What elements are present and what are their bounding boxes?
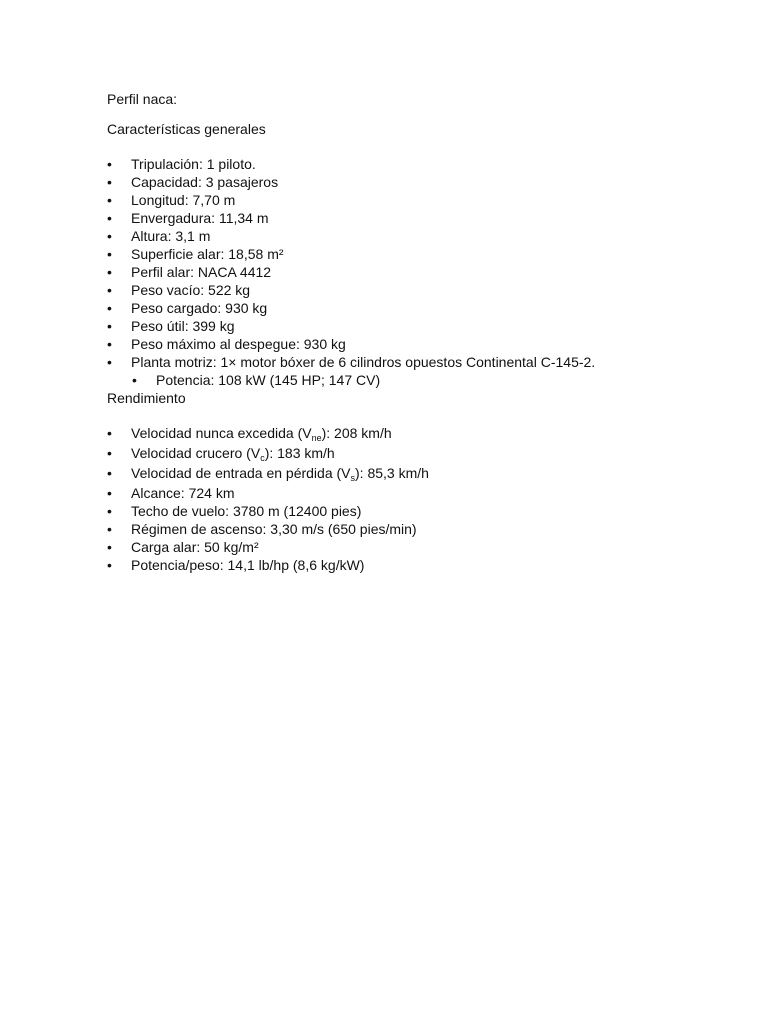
list-item-perfil-alar bbox=[107, 263, 747, 281]
bullet-icon: • bbox=[107, 336, 112, 352]
list-item-text-after: ): 208 km/h bbox=[321, 425, 392, 441]
bullet-icon: • bbox=[107, 300, 112, 316]
bullet-icon: • bbox=[107, 354, 112, 370]
bullet-icon: • bbox=[107, 282, 112, 298]
list-item-vne bbox=[107, 424, 747, 444]
bullet-icon: • bbox=[107, 557, 112, 573]
list-item-peso-util bbox=[107, 317, 747, 335]
list-item-vs bbox=[107, 464, 747, 484]
performance-list bbox=[107, 424, 747, 574]
list-item-text: Peso vacío: 522 kg bbox=[131, 282, 251, 298]
list-item-capacidad bbox=[107, 173, 747, 191]
list-item-superficie-alar bbox=[107, 245, 747, 263]
section-heading-performance: Rendimiento bbox=[107, 390, 186, 406]
list-item-techo bbox=[107, 502, 747, 520]
list-item-text-before: Velocidad nunca excedida (V bbox=[131, 425, 312, 441]
list-item-longitud bbox=[107, 191, 747, 209]
bullet-icon: • bbox=[107, 503, 112, 519]
bullet-icon: • bbox=[107, 246, 112, 262]
bullet-icon: • bbox=[107, 174, 112, 190]
list-item-potencia-peso bbox=[107, 556, 747, 574]
list-item-text-before: Velocidad crucero (V bbox=[131, 445, 261, 461]
bullet-icon: • bbox=[107, 425, 112, 441]
list-item-peso-maximo bbox=[107, 335, 747, 353]
subscript: ne bbox=[311, 433, 322, 443]
list-item-text: Envergadura: 11,34 m bbox=[131, 210, 269, 226]
list-item-text: Potencia/peso: 14,1 lb/hp (8,6 kg/kW) bbox=[131, 557, 365, 573]
list-item-text: Peso útil: 399 kg bbox=[131, 318, 235, 334]
list-item-text: Planta motriz: 1× motor bóxer de 6 cilindros opuestos Continental C-145-2. bbox=[131, 354, 596, 370]
list-item-text: Régimen de ascenso: 3,30 m/s (650 pies/min) bbox=[131, 521, 417, 537]
list-item-text: Techo de vuelo: 3780 m (12400 pies) bbox=[131, 503, 362, 519]
bullet-icon: • bbox=[107, 264, 112, 280]
bullet-icon: • bbox=[107, 318, 112, 334]
subscript: c bbox=[260, 453, 265, 463]
list-item-text: Alcance: 724 km bbox=[131, 485, 235, 501]
list-item-text-before: Velocidad de entrada en pérdida (V bbox=[131, 465, 351, 481]
bullet-icon: • bbox=[107, 445, 112, 461]
bullet-icon: • bbox=[107, 485, 112, 501]
list-item-altura bbox=[107, 227, 747, 245]
section-heading-general: Características generales bbox=[107, 121, 266, 137]
list-item-tripulacion bbox=[107, 155, 747, 173]
bullet-icon: • bbox=[107, 228, 112, 244]
general-sublist bbox=[107, 371, 747, 389]
bullet-icon: • bbox=[107, 192, 112, 208]
subscript: s bbox=[350, 473, 355, 483]
bullet-icon: • bbox=[107, 465, 112, 481]
list-item-regimen-ascenso bbox=[107, 520, 747, 538]
list-item-text: Peso máximo al despegue: 930 kg bbox=[131, 336, 346, 352]
bullet-icon: • bbox=[132, 372, 137, 388]
document-title: Perfil naca: bbox=[107, 91, 178, 107]
list-item-text-after: ): 183 km/h bbox=[264, 445, 335, 461]
document-page bbox=[107, 90, 747, 574]
list-item-peso-cargado bbox=[107, 299, 747, 317]
list-item-text: Potencia: 108 kW (145 HP; 147 CV) bbox=[156, 372, 381, 388]
list-item-potencia bbox=[107, 371, 747, 389]
bullet-icon: • bbox=[107, 521, 112, 537]
bullet-icon: • bbox=[107, 156, 112, 172]
bullet-icon: • bbox=[107, 539, 112, 555]
list-item-envergadura bbox=[107, 209, 747, 227]
list-item-text: Tripulación: 1 piloto. bbox=[131, 156, 256, 172]
list-item-text-after: ): 85,3 km/h bbox=[355, 465, 429, 481]
list-item-text: Altura: 3,1 m bbox=[131, 228, 211, 244]
bullet-icon: • bbox=[107, 210, 112, 226]
list-item-carga-alar bbox=[107, 538, 747, 556]
list-item-text: Perfil alar: NACA 4412 bbox=[131, 264, 272, 280]
list-item-text: Longitud: 7,70 m bbox=[131, 192, 236, 208]
list-item-text: Peso cargado: 930 kg bbox=[131, 300, 268, 316]
list-item-vc bbox=[107, 444, 747, 464]
general-characteristics-list bbox=[107, 155, 747, 371]
list-item-text: Carga alar: 50 kg/m² bbox=[131, 539, 259, 555]
list-item-text: Superficie alar: 18,58 m² bbox=[131, 246, 284, 262]
list-item-alcance bbox=[107, 484, 747, 502]
list-item-planta-motriz bbox=[107, 353, 747, 371]
list-item-peso-vacio bbox=[107, 281, 747, 299]
list-item-text: Capacidad: 3 pasajeros bbox=[131, 174, 279, 190]
